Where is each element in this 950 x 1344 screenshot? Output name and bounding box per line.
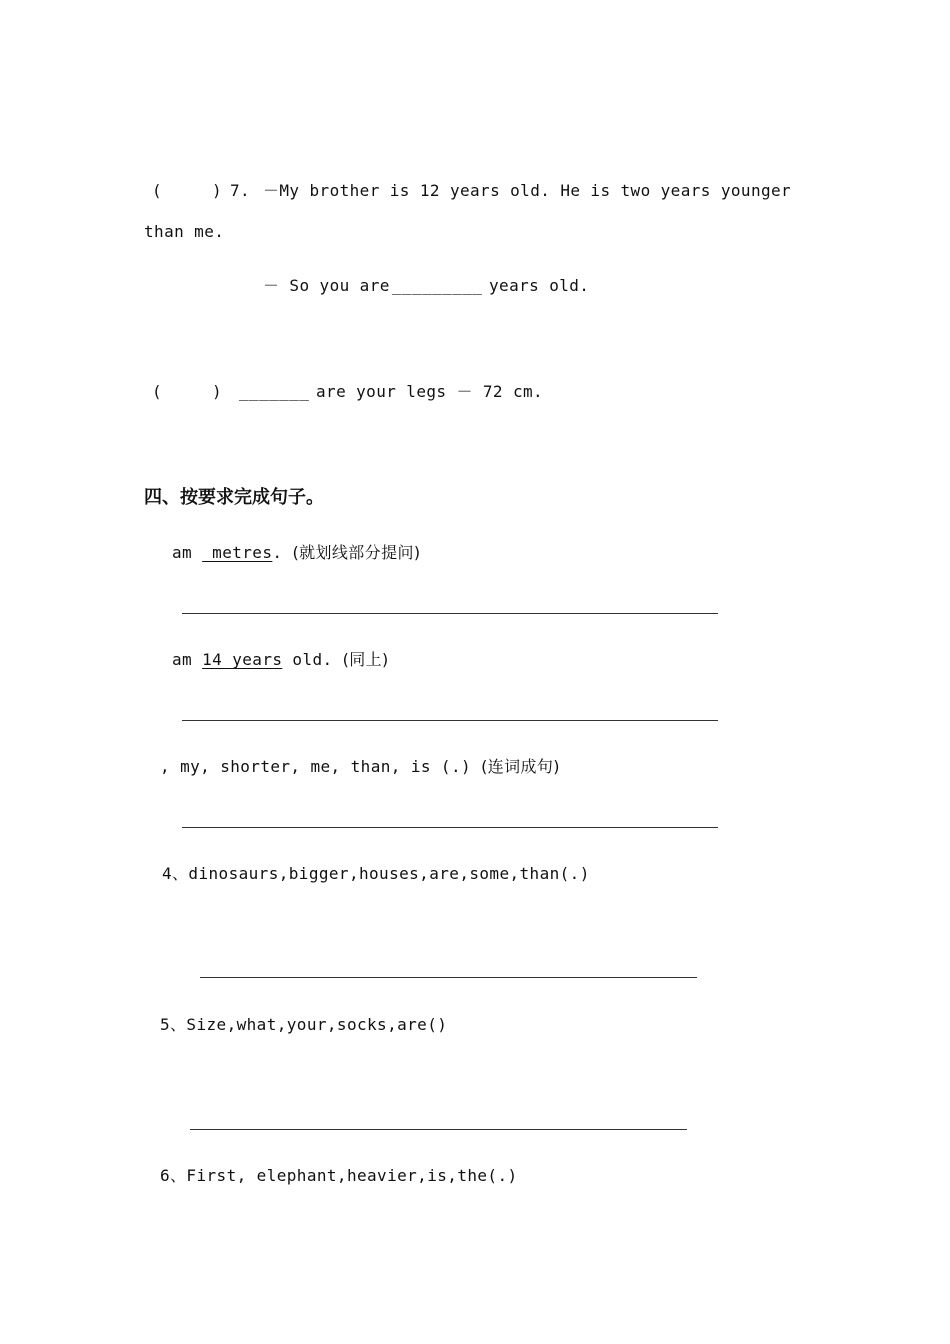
item-2-prefix: am: [172, 650, 193, 669]
q7-paren-open: (: [152, 181, 163, 200]
item-1-suffix: .: [272, 543, 293, 562]
item-1-prefix: am: [172, 543, 193, 562]
item-3-instruction: (连词成句): [481, 757, 560, 776]
item-2-answer-line[interactable]: [182, 720, 718, 721]
item-2-suffix: old.: [282, 650, 343, 669]
q8-paren-open: (: [152, 382, 163, 401]
item-1-prompt: [172, 543, 421, 563]
item-1-underlined: metres: [202, 543, 273, 562]
item-3-text: , my, shorter, me, than, is (.): [160, 757, 482, 776]
q7-paren-close: ): [212, 181, 223, 200]
q7-answer-suffix: years old.: [489, 276, 590, 295]
item-5-answer-line[interactable]: [190, 1129, 687, 1130]
q8-text: are your legs － 72 cm.: [316, 382, 544, 401]
item-4-prompt: 4、dinosaurs,bigger,houses,are,some,than(.): [162, 864, 590, 883]
item-5-prompt: 5、Size,what,your,socks,are(): [160, 1015, 448, 1034]
q7-answer-blank: _________: [392, 276, 483, 295]
item-4-answer-line[interactable]: [200, 977, 697, 978]
q8-blank: _______: [239, 382, 310, 401]
q7-line1: －My brother is 12 years old. He is two years younger: [263, 181, 792, 200]
item-6-prompt: 6、First, elephant,heavier,is,the(.): [160, 1166, 518, 1185]
item-3-answer-line[interactable]: [182, 827, 718, 828]
q7-answer-prefix: － So you are: [263, 276, 390, 295]
item-2-underlined: 14 years: [202, 650, 283, 669]
item-2-instruction: (同上): [342, 650, 389, 669]
item-3-prompt: [160, 757, 560, 777]
q7-number: 7.: [230, 181, 251, 200]
item-2-prompt: [172, 650, 389, 670]
item-1-answer-line[interactable]: [182, 613, 718, 614]
item-1-instruction: (就划线部分提问): [292, 543, 421, 562]
q8-paren-close: ): [212, 382, 223, 401]
section-4-title: 四、按要求完成句子。: [144, 487, 324, 508]
q7-line2: than me.: [144, 222, 225, 241]
